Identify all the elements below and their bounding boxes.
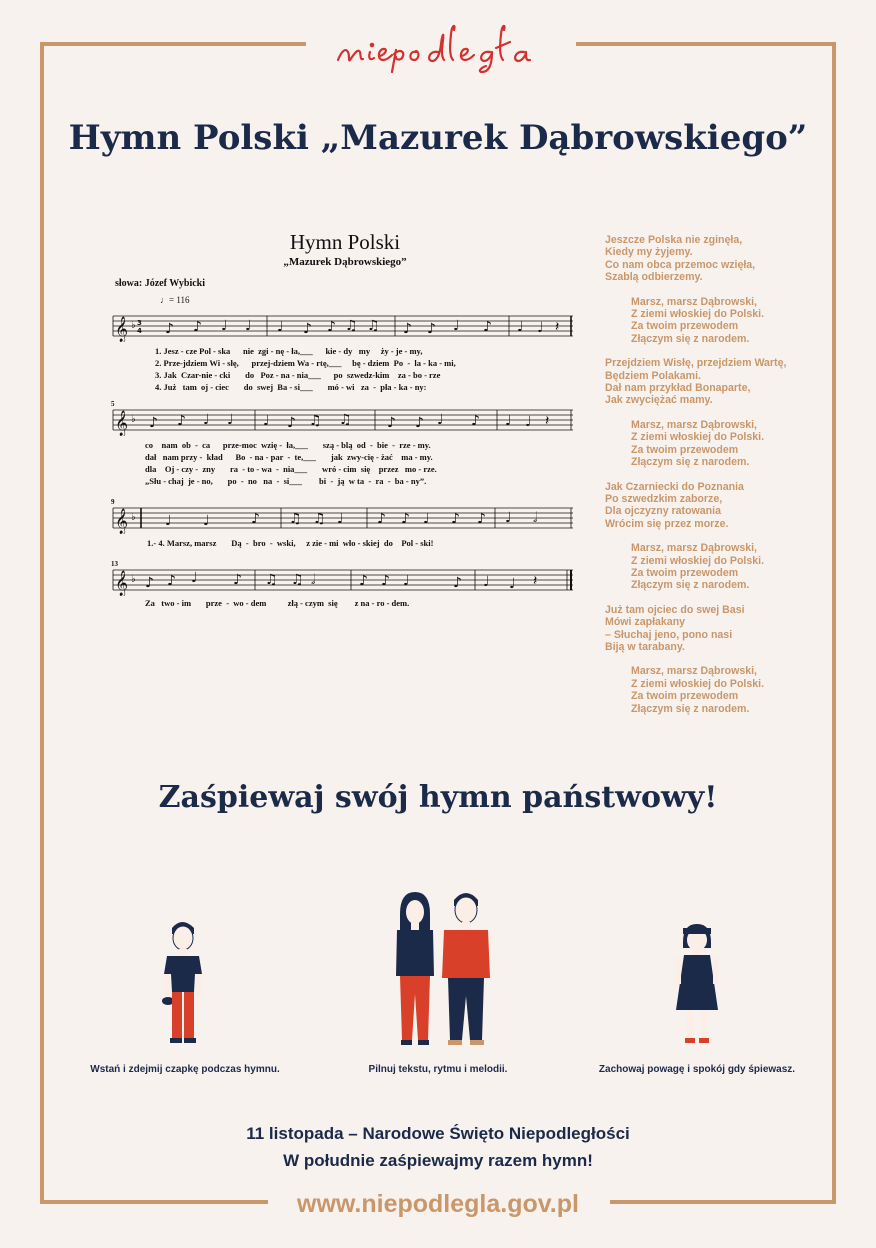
svg-text:♩: ♩: [517, 319, 524, 335]
score-author: słowa: Józef Wybicki: [115, 278, 205, 289]
svg-text:♩: ♩: [403, 573, 410, 589]
girl-illustration: [672, 920, 722, 1048]
svg-text:♪: ♪: [427, 321, 436, 337]
measure-number-9: 9: [111, 498, 115, 506]
svg-text:𝄞: 𝄞: [115, 571, 129, 596]
svg-text:4: 4: [137, 327, 142, 335]
svg-text:𝅗𝅥: 𝅗𝅥: [311, 572, 316, 588]
lyric-line: Złączym się z narodem.: [631, 456, 750, 469]
lyric-line: Marsz, marsz Dąbrowski,: [631, 665, 757, 678]
staff-system-3: [105, 504, 575, 534]
caption-keep-rhythm: Pilnuj tekstu, rytmu i melodii.: [368, 1064, 508, 1075]
svg-text:𝅗𝅥: 𝅗𝅥: [533, 510, 538, 526]
svg-text:♩: ♩: [483, 574, 490, 590]
svg-text:♫: ♫: [291, 572, 304, 588]
chorus-stanza: [605, 542, 805, 592]
chorus-stanza: [605, 419, 805, 469]
verse-stanza: [605, 481, 805, 531]
lyric-line: Co nam obca przemoc wzięła,: [605, 258, 756, 271]
footer-date-line: 11 listopada – Narodowe Święto Niepodległości: [246, 1124, 630, 1143]
svg-text:♩: ♩: [505, 413, 512, 429]
svg-text:♭: ♭: [131, 414, 136, 425]
svg-text:♫: ♫: [313, 511, 326, 527]
verse-stanza: [605, 357, 805, 407]
svg-text:♩: ♩: [221, 318, 228, 334]
lyric-line: Z ziemi włoskiej do Polski.: [631, 308, 765, 321]
staff-system-2: [105, 406, 575, 436]
svg-text:♩: ♩: [277, 319, 284, 335]
svg-text:♫: ♫: [289, 511, 302, 527]
svg-text:𝄽: 𝄽: [545, 413, 550, 429]
lyric-line: Złączym się z narodem.: [631, 579, 750, 592]
svg-text:♫: ♫: [309, 413, 322, 429]
lyrics-system1-line3: 3. Jak Czar-nie - cki do Poz - na - nia___ po szwedz-kim za - bo - rze: [155, 370, 441, 380]
staff-system-1: [105, 312, 575, 342]
svg-text:𝄞: 𝄞: [115, 509, 129, 534]
lyrics-system1-line1: 1. Jesz - cze Pol - ska nie zgi - nę - ła,___ kie - dy my ży - je - my,: [155, 346, 423, 356]
svg-text:♩: ♩: [423, 511, 430, 527]
lyric-line: Za twoim przewodem: [631, 690, 739, 703]
svg-text:♪: ♪: [471, 413, 480, 429]
website-link[interactable]: www.niepodlegla.gov.pl: [297, 1190, 579, 1218]
lyrics-system2-line1: co nam ob - ca prze-moc wzię - ła,___ szą - blą od - bie - rze - my.: [145, 440, 431, 450]
svg-text:♪: ♪: [359, 573, 368, 589]
lyric-line: Dla ojczyzny ratowania: [605, 505, 721, 518]
svg-text:♩: ♩: [437, 412, 444, 428]
lyrics-system4-line1: Za two - im prze - wo - dem złą - czym się z na - ro - dem.: [145, 598, 410, 608]
svg-text:♪: ♪: [377, 511, 386, 527]
svg-text:♪: ♪: [477, 511, 486, 527]
svg-text:♫: ♫: [339, 412, 352, 428]
svg-text:𝄽: 𝄽: [555, 319, 560, 335]
svg-text:♪: ♪: [167, 573, 176, 589]
lyric-line: Za twoim przewodem: [631, 443, 739, 456]
svg-text:𝄞: 𝄞: [115, 411, 129, 436]
caption-stand-up: Wstań i zdejmij czapkę podczas hymnu.: [90, 1064, 280, 1075]
lyric-line: Jeszcze Polska nie zginęła,: [605, 234, 743, 246]
svg-text:♪: ♪: [401, 511, 410, 527]
lyric-line: Złączym się z narodem.: [631, 702, 750, 715]
lyric-line: Z ziemi włoskiej do Polski.: [631, 554, 765, 567]
lyric-line: Przejdziem Wisłę, przejdziem Wartę,: [605, 357, 787, 370]
svg-text:♪: ♪: [165, 321, 174, 337]
svg-text:♩: ♩: [203, 513, 210, 529]
svg-text:♪: ♪: [327, 319, 336, 335]
svg-text:♩: ♩: [227, 412, 234, 428]
lyric-line: Kiedy my żyjemy.: [605, 246, 693, 259]
lyric-line: Marsz, marsz Dąbrowski,: [631, 542, 757, 555]
lyric-line: Jak Czarniecki do Poznania: [605, 480, 744, 493]
lyric-line: Jak zwyciężać mamy.: [605, 394, 713, 407]
lyrics-system2-line4: „Słu - chaj je - no, po - no na - si___ bi - ją w ta - ra - ba - ny”.: [145, 476, 427, 486]
lyric-line: Będziem Polakami.: [605, 369, 701, 382]
svg-text:♩: ♩: [165, 513, 172, 529]
lyrics-column: [605, 234, 805, 727]
svg-text:♪: ♪: [251, 511, 260, 527]
lyric-line: Z ziemi włoskiej do Polski.: [631, 431, 765, 444]
svg-text:♩: ♩: [525, 414, 532, 430]
measure-number-5: 5: [111, 400, 115, 408]
chorus-stanza: [605, 296, 805, 346]
svg-text:♩: ♩: [263, 413, 270, 429]
lyric-line: Mówi zapłakany: [605, 616, 686, 629]
lyric-line: – Słuchaj jeno, pono nasi: [605, 628, 733, 641]
lyric-line: Marsz, marsz Dąbrowski,: [631, 418, 757, 431]
frame-left: [40, 42, 44, 1204]
svg-text:♪: ♪: [177, 413, 186, 429]
woman-illustration: [392, 890, 438, 1050]
svg-text:♪: ♪: [453, 575, 462, 591]
page-title: Hymn Polski „Mazurek Dąbrowskiego”: [68, 118, 808, 158]
svg-text:♪: ♪: [233, 572, 242, 588]
svg-text:𝄞: 𝄞: [115, 317, 129, 342]
caption-be-serious: Zachowaj powagę i spokój gdy śpiewasz.: [598, 1064, 796, 1075]
lyric-line: Już tam ojciec do swej Basi: [605, 603, 745, 616]
lyrics-system3-line1: 1.- 4. Marsz, marsz Dą - bro - wski, z zie - mi wło - skiej do Pol - ski!: [147, 538, 434, 548]
svg-text:♩: ♩: [509, 576, 516, 592]
svg-text:♪: ♪: [451, 511, 460, 527]
score-subtitle: „Mazurek Dąbrowskiego”: [283, 256, 407, 268]
svg-text:♭: ♭: [131, 320, 136, 331]
lyrics-system1-line4: 4. Już tam oj - ciec do swej Ba - si___ mó - wi za - pła - ka - ny:: [155, 382, 427, 392]
svg-text:♪: ♪: [303, 321, 312, 337]
lyric-line: Po szwedzkim zaborze,: [605, 492, 723, 505]
svg-text:♭: ♭: [131, 512, 136, 523]
svg-text:♫: ♫: [367, 318, 380, 334]
svg-text:♩: ♩: [191, 570, 198, 586]
call-to-action: Zaśpiewaj swój hymn państwowy!: [158, 780, 718, 815]
svg-text:♪: ♪: [287, 415, 296, 431]
svg-text:♪: ♪: [145, 575, 154, 591]
chorus-stanza: [605, 665, 805, 715]
svg-text:♪: ♪: [193, 319, 202, 335]
svg-text:♫: ♫: [345, 318, 358, 334]
lyric-line: Z ziemi włoskiej do Polski.: [631, 677, 765, 690]
svg-text:♪: ♪: [483, 319, 492, 335]
sheet-music: [105, 228, 585, 618]
svg-text:♪: ♪: [149, 415, 158, 431]
svg-text:♪: ♪: [403, 321, 412, 337]
boy-holding-cap-illustration: [158, 918, 208, 1048]
measure-number-13: 13: [111, 560, 118, 568]
svg-text:♩: ♩: [453, 318, 460, 334]
svg-text:♫: ♫: [265, 572, 278, 588]
lyric-line: Złączym się z narodem.: [631, 332, 750, 345]
score-title: Hymn Polski: [289, 230, 401, 254]
lyric-line: Za twoim przewodem: [631, 320, 739, 333]
lyrics-system2-line3: dla Oj - czy - zny ra - to - wa - nia___ wró - cim się przez mo - rze.: [145, 464, 437, 474]
svg-text:♪: ♪: [387, 415, 396, 431]
frame-right: [832, 42, 836, 1204]
verse-stanza: [605, 234, 805, 284]
verse-stanza: [605, 604, 805, 654]
svg-text:♩: ♩: [537, 320, 544, 336]
niepodlegla-logo: [320, 14, 560, 74]
staff-system-4: [105, 566, 575, 596]
tempo-marking: ♩= 116: [160, 295, 190, 305]
lyrics-system1-line2: 2. Prze-jdziem Wi - słę, przej-dziem Wa - rtę,___ bę - dziem Po - la - ka - mi,: [155, 358, 456, 368]
lyrics-system2-line2: dał nam przy - kład Bo - na - par - te,___ jak zwy-cię - żać ma - my.: [145, 452, 433, 462]
frame-top-right: [576, 42, 836, 46]
frame-top-left: [40, 42, 306, 46]
svg-text:3: 3: [137, 319, 142, 327]
svg-text:𝄽: 𝄽: [533, 573, 538, 589]
lyric-line: Wrócim się przez morze.: [605, 517, 729, 530]
svg-text:♩: ♩: [245, 318, 252, 334]
lyric-line: Biją w tarabany.: [605, 640, 685, 653]
lyric-line: Dał nam przykład Bonaparte,: [605, 382, 751, 395]
svg-text:♩: ♩: [505, 510, 512, 526]
footer-invitation: W południe zaśpiewajmy razem hymn!: [283, 1151, 593, 1170]
svg-text:♩: ♩: [337, 511, 344, 527]
svg-text:♭: ♭: [131, 574, 136, 585]
svg-text:♪: ♪: [415, 415, 424, 431]
lyric-line: Szablą odbierzemy.: [605, 271, 703, 284]
lyric-line: Za twoim przewodem: [631, 566, 739, 579]
man-illustration: [440, 886, 492, 1052]
svg-text:♩: ♩: [203, 412, 210, 428]
svg-text:♪: ♪: [381, 573, 390, 589]
lyric-line: Marsz, marsz Dąbrowski,: [631, 295, 757, 308]
